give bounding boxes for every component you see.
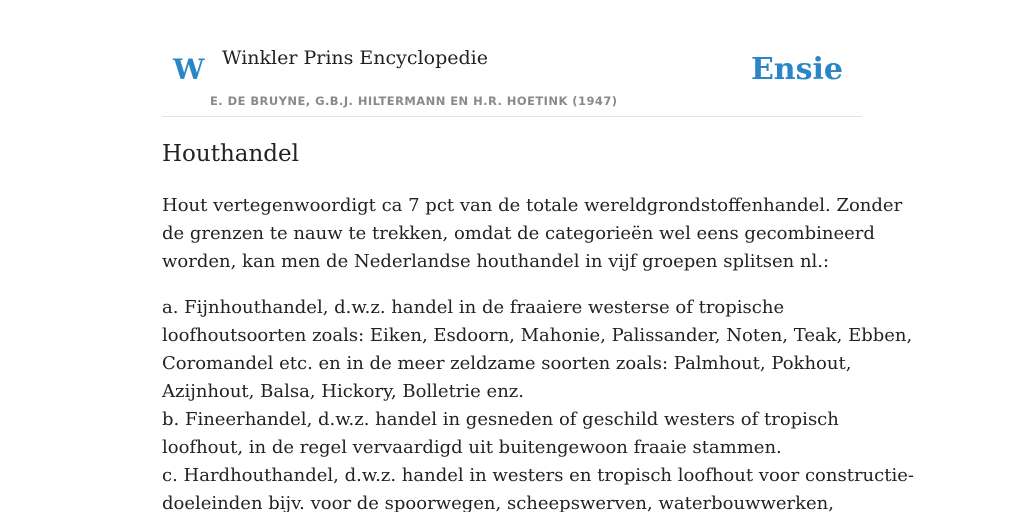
article-title: Houthandel [162, 141, 299, 167]
article-intro-paragraph [162, 192, 903, 276]
source-logo-icon[interactable]: W [173, 53, 205, 86]
text-line: Hout vertegenwoordigt ca 7 pct van de totale wereldgrondstoffenhandel. Zonder [162, 195, 903, 216]
text-line: Azijnhout, Balsa, Hickory, Bolletrie enz. [162, 381, 524, 402]
text-line: b. Fineerhandel, d.w.z. handel in gesneden of geschild westers of tropisch [162, 409, 839, 430]
source-authors: E. DE BRUYNE, G.B.J. HILTERMANN EN H.R. HOETINK (1947) [210, 94, 618, 108]
source-header [162, 0, 862, 117]
source-title-link[interactable]: Winkler Prins Encyclopedie [222, 47, 488, 69]
text-line: worden, kan men de Nederlandse houthandel in vijf groepen splitsen nl.: [162, 251, 830, 272]
article-list-paragraph [162, 294, 914, 512]
article-body [162, 192, 914, 512]
text-line: de grenzen te nauw te trekken, omdat de categorieën wel eens gecombineerd [162, 223, 875, 244]
text-line: loofhoutsoorten zoals: Eiken, Esdoorn, Mahonie, Palissander, Noten, Teak, Ebben, [162, 325, 913, 346]
ensie-logo[interactable]: Ensie [750, 52, 843, 87]
text-line: c. Hardhouthandel, d.w.z. handel in westers en tropisch loofhout voor constructie- [162, 465, 914, 486]
text-line: loofhout, in de regel vervaardigd uit buitengewoon fraaie stammen. [162, 437, 782, 458]
text-line: Coromandel etc. en in de meer zeldzame soorten zoals: Palmhout, Pokhout, [162, 353, 852, 374]
text-line: a. Fijnhouthandel, d.w.z. handel in de fraaiere westerse of tropische [162, 297, 785, 318]
text-line: doeleinden bijv. voor de spoorwegen, scheepswerven, waterbouwwerken, [162, 493, 834, 512]
